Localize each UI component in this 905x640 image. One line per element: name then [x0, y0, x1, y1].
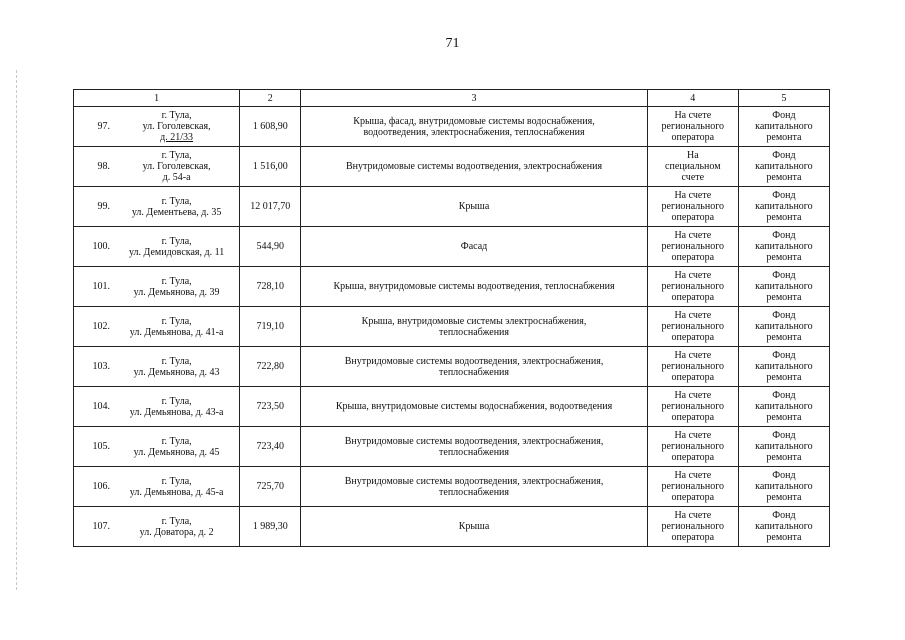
fund-line: ремонта — [766, 292, 802, 303]
account-line: На счете — [674, 110, 712, 121]
works-line: теплоснабжения — [439, 366, 510, 378]
works-line: Крыша — [458, 201, 490, 212]
account-line: регионального — [661, 281, 725, 292]
address-text — [114, 396, 239, 418]
row-number: 105. — [92, 441, 110, 452]
address-line: ул. Гоголевская, — [142, 121, 211, 132]
address-line: г. Тула, — [161, 355, 192, 367]
account-line: оператора — [671, 212, 715, 223]
works-cell — [301, 307, 647, 347]
account-cell — [647, 107, 738, 147]
address-text — [114, 356, 239, 378]
works-line: водоотведения, электроснабжения, теплоснабжения — [363, 126, 585, 138]
account-cell — [647, 147, 738, 187]
works-cell — [301, 347, 647, 387]
column-number-row — [74, 90, 830, 107]
account-line: оператора — [671, 412, 715, 423]
area-cell: 723,40 — [240, 427, 301, 467]
address-text — [114, 276, 239, 298]
row-number: 100. — [92, 241, 110, 252]
address-text — [114, 236, 239, 258]
fund-cell — [738, 147, 829, 187]
area-cell: 723,50 — [240, 387, 301, 427]
account-line: На счете — [674, 350, 712, 361]
row-number: 99. — [97, 201, 110, 212]
address-line: г. Тула, — [161, 435, 192, 447]
address-line: д. 21/33 — [160, 132, 194, 143]
page-number: 71 — [445, 36, 460, 51]
account-line: регионального — [661, 241, 725, 252]
fund-line: капитального — [755, 241, 813, 252]
account-line: На счете — [674, 270, 712, 281]
row-number: 103. — [92, 361, 110, 372]
table-row — [74, 107, 830, 147]
area-cell: 1 516,00 — [240, 147, 301, 187]
address-line: г. Тула, — [161, 110, 192, 121]
address-line: г. Тула, — [161, 195, 192, 207]
account-line: На счете — [674, 310, 712, 321]
account-line: регионального — [661, 481, 725, 492]
column-number-3: 3 — [301, 90, 647, 107]
address-text — [114, 110, 239, 143]
column-number-1: 1 — [74, 90, 240, 107]
fund-cell — [738, 427, 829, 467]
address-text — [114, 476, 239, 498]
fund-cell — [738, 227, 829, 267]
account-line: оператора — [671, 292, 715, 303]
works-cell — [301, 427, 647, 467]
account-line: регионального — [661, 121, 725, 132]
fund-line: капитального — [755, 161, 813, 172]
account-line: На счете — [674, 390, 712, 401]
fund-line: Фонд — [772, 190, 796, 201]
address-cell — [74, 147, 240, 187]
fund-line: Фонд — [772, 270, 796, 281]
address-line: г. Тула, — [161, 235, 192, 247]
works-line: Фасад — [460, 241, 488, 252]
fund-line: ремонта — [766, 252, 802, 263]
fund-line: ремонта — [766, 332, 802, 343]
works-line: теплоснабжения — [439, 486, 510, 498]
account-line: специальном — [665, 161, 721, 172]
works-line: Внутридомовые системы водоотведения, электроснабжения — [345, 161, 603, 172]
account-line: оператора — [671, 492, 715, 503]
address-text — [114, 316, 239, 338]
address-line: г. Тула, — [161, 515, 192, 527]
works-cell — [301, 107, 647, 147]
row-number: 106. — [92, 481, 110, 492]
account-line: регионального — [661, 401, 725, 412]
account-line: регионального — [661, 441, 725, 452]
fund-line: ремонта — [766, 172, 802, 183]
address-text — [114, 436, 239, 458]
fund-line: Фонд — [772, 350, 796, 361]
address-cell — [74, 187, 240, 227]
table-row — [74, 187, 830, 227]
fund-line: капитального — [755, 441, 813, 452]
address-line: ул. Демидовская, д. 11 — [128, 246, 225, 258]
account-line: оператора — [671, 252, 715, 263]
fund-line: капитального — [755, 361, 813, 372]
account-line: На — [686, 150, 699, 161]
address-line: г. Тула, — [161, 315, 192, 327]
account-line: оператора — [671, 452, 715, 463]
works-cell — [301, 227, 647, 267]
column-number-4: 4 — [647, 90, 738, 107]
address-cell — [74, 467, 240, 507]
table-row — [74, 147, 830, 187]
account-line: На счете — [674, 430, 712, 441]
account-line: На счете — [674, 470, 712, 481]
works-line: Крыша, внутридомовые системы электроснабжения, — [361, 315, 587, 327]
address-line: ул. Демьянова, д. 43-а — [129, 406, 224, 418]
account-line: регионального — [661, 521, 725, 532]
table-row — [74, 307, 830, 347]
works-line: Внутридомовые системы водоотведения, электроснабжения, — [344, 475, 604, 487]
fund-line: ремонта — [766, 532, 802, 543]
area-cell: 725,70 — [240, 467, 301, 507]
table-body — [74, 90, 830, 547]
table-row — [74, 227, 830, 267]
row-number: 101. — [92, 281, 110, 292]
fund-line: ремонта — [766, 212, 802, 223]
account-cell — [647, 427, 738, 467]
address-line: ул. Демьянова, д. 43 — [133, 366, 220, 378]
repair-register-table — [73, 89, 830, 547]
fund-line: ремонта — [766, 412, 802, 423]
row-number: 107. — [92, 521, 110, 532]
fund-cell — [738, 507, 829, 547]
fund-line: капитального — [755, 481, 813, 492]
account-line: оператора — [671, 532, 715, 543]
fund-line: Фонд — [772, 110, 796, 121]
table-row — [74, 507, 830, 547]
fund-line: капитального — [755, 201, 813, 212]
area-cell: 719,10 — [240, 307, 301, 347]
works-line: Внутридомовые системы водоотведения, электроснабжения, — [344, 435, 604, 447]
address-cell — [74, 267, 240, 307]
account-cell — [647, 267, 738, 307]
fund-cell — [738, 347, 829, 387]
account-line: регионального — [661, 201, 725, 212]
address-line: ул. Демьянова, д. 41-а — [129, 326, 224, 338]
fund-line: ремонта — [766, 452, 802, 463]
address-text — [114, 150, 239, 183]
fund-line: Фонд — [772, 390, 796, 401]
account-cell — [647, 387, 738, 427]
works-line: Крыша — [458, 521, 490, 532]
account-cell — [647, 347, 738, 387]
fund-line: капитального — [755, 401, 813, 412]
account-line: регионального — [661, 361, 725, 372]
fund-cell — [738, 467, 829, 507]
area-cell: 1 989,30 — [240, 507, 301, 547]
works-cell — [301, 387, 647, 427]
row-number: 104. — [92, 401, 110, 412]
fund-line: ремонта — [766, 132, 802, 143]
fund-line: капитального — [755, 121, 813, 132]
works-cell — [301, 467, 647, 507]
works-cell — [301, 267, 647, 307]
address-cell — [74, 347, 240, 387]
column-number-2: 2 — [240, 90, 301, 107]
address-line: ул. Демьянова, д. 39 — [133, 286, 220, 298]
fund-cell — [738, 107, 829, 147]
works-line: Крыша, внутридомовые системы водоотведения, теплоснабжения — [333, 281, 615, 292]
address-text — [114, 196, 239, 218]
fund-line: Фонд — [772, 150, 796, 161]
address-line: ул. Демьянова, д. 45 — [133, 446, 220, 458]
table-row — [74, 387, 830, 427]
row-number: 98. — [97, 161, 110, 172]
fund-line: ремонта — [766, 492, 802, 503]
fund-line: Фонд — [772, 510, 796, 521]
area-cell: 722,80 — [240, 347, 301, 387]
account-line: регионального — [661, 321, 725, 332]
account-line: На счете — [674, 230, 712, 241]
table-row — [74, 267, 830, 307]
address-line: г. Тула, — [161, 275, 192, 287]
fund-line: Фонд — [772, 430, 796, 441]
address-line: ул. Гоголевская, — [142, 161, 211, 172]
address-line: ул. Дементьева, д. 35 — [131, 206, 222, 218]
works-line: теплоснабжения — [439, 326, 510, 338]
fund-line: капитального — [755, 281, 813, 292]
area-cell: 544,90 — [240, 227, 301, 267]
address-cell — [74, 387, 240, 427]
address-line: ул. Демьянова, д. 45-а — [129, 486, 224, 498]
area-cell: 1 608,90 — [240, 107, 301, 147]
table-row — [74, 467, 830, 507]
address-line: г. Тула, — [161, 475, 192, 487]
row-number: 102. — [92, 321, 110, 332]
works-cell — [301, 147, 647, 187]
table-row — [74, 427, 830, 467]
area-cell: 728,10 — [240, 267, 301, 307]
scan-margin-marks — [16, 70, 19, 590]
fund-line: ремонта — [766, 372, 802, 383]
works-line: Крыша, внутридомовые системы водоснабжения, водоотведения — [335, 401, 613, 412]
fund-line: капитального — [755, 521, 813, 532]
address-cell — [74, 107, 240, 147]
account-line: счете — [681, 172, 705, 183]
account-line: На счете — [674, 190, 712, 201]
works-line: теплоснабжения — [439, 446, 510, 458]
address-text — [114, 516, 239, 538]
account-line: оператора — [671, 332, 715, 343]
works-line: Крыша, фасад, внутридомовые системы водоснабжения, — [353, 115, 595, 127]
address-line: г. Тула, — [161, 395, 192, 407]
fund-cell — [738, 387, 829, 427]
address-line: ул. Доватора, д. 2 — [139, 526, 214, 538]
fund-cell — [738, 307, 829, 347]
works-cell — [301, 507, 647, 547]
account-line: оператора — [671, 132, 715, 143]
column-number-5: 5 — [738, 90, 829, 107]
account-cell — [647, 227, 738, 267]
row-number: 97. — [97, 121, 110, 132]
address-cell — [74, 507, 240, 547]
area-cell: 12 017,70 — [240, 187, 301, 227]
address-cell — [74, 307, 240, 347]
account-cell — [647, 507, 738, 547]
address-cell — [74, 227, 240, 267]
fund-line: Фонд — [772, 310, 796, 321]
works-cell — [301, 187, 647, 227]
account-line: На счете — [674, 510, 712, 521]
account-cell — [647, 467, 738, 507]
works-line: Внутридомовые системы водоотведения, электроснабжения, — [344, 355, 604, 367]
address-line: д. 54-а — [162, 172, 191, 183]
fund-line: капитального — [755, 321, 813, 332]
account-cell — [647, 307, 738, 347]
account-cell — [647, 187, 738, 227]
address-cell — [74, 427, 240, 467]
account-line: оператора — [671, 372, 715, 383]
fund-line: Фонд — [772, 230, 796, 241]
address-line: г. Тула, — [161, 150, 192, 161]
fund-cell — [738, 267, 829, 307]
table-row — [74, 347, 830, 387]
fund-cell — [738, 187, 829, 227]
fund-line: Фонд — [772, 470, 796, 481]
